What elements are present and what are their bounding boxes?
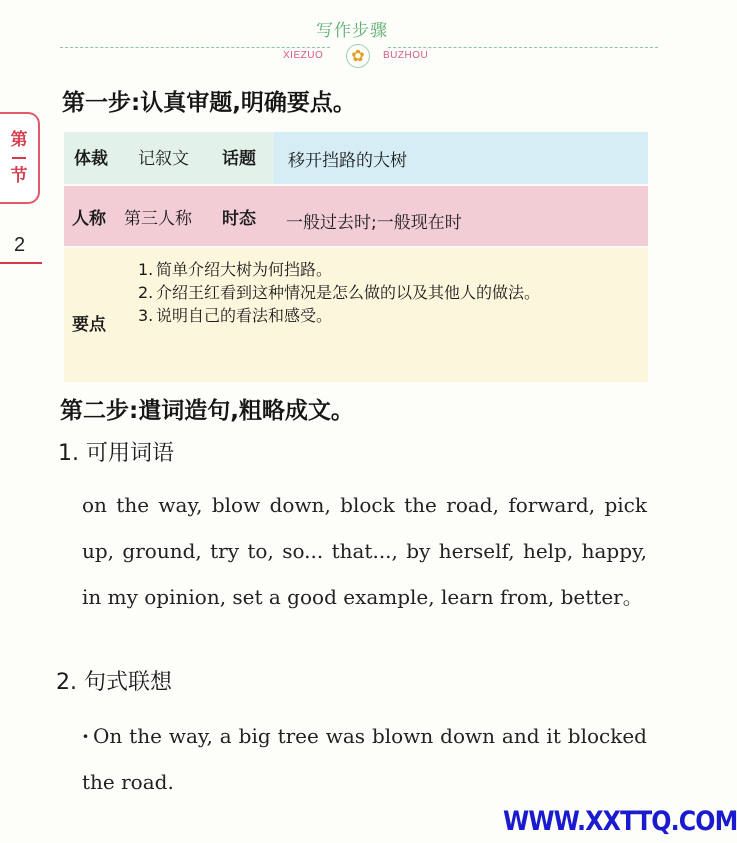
- bullet-icon: ·: [82, 724, 89, 748]
- step2-title: 第二步:遣词造句,粗略成文。: [60, 398, 354, 424]
- header-divider-left: [60, 47, 330, 48]
- list-item: [138, 304, 648, 327]
- table-row-points: [64, 248, 648, 382]
- point-number: 2.: [138, 283, 154, 302]
- point-number: 3.: [138, 306, 154, 325]
- point-text: 说明自己的看法和感受。: [156, 306, 333, 325]
- flower-icon: ✿: [346, 44, 370, 68]
- page-number: 2: [14, 234, 26, 256]
- list-item: [138, 258, 648, 281]
- vocab-paragraph: on the way, blow down, block the road, forward, pick up, ground, try to, so... that..., by herself, help, happy, in my opinion, set a good example, learn from, better。: [82, 493, 647, 609]
- header-title: 写作步骤: [316, 21, 388, 41]
- point-text: 简单介绍大树为何挡路。: [156, 260, 333, 279]
- watermark: WWW.XXTTQ.COM: [503, 806, 737, 837]
- table-row-genre: [64, 132, 648, 184]
- section-tab: [0, 112, 40, 204]
- sentence-text: On the way, a big tree was blown down and it blocked the road.: [82, 724, 647, 794]
- tense-label: 时态: [222, 209, 256, 229]
- person-value: 第三人称: [124, 209, 192, 229]
- genre-value: 记叙文: [138, 149, 189, 169]
- topic-label: 话题: [222, 149, 256, 169]
- section-tab-bottom: 节: [10, 166, 28, 186]
- genre-label: 体裁: [74, 149, 108, 169]
- list-item: [138, 281, 648, 304]
- points-list: [138, 258, 648, 327]
- sentence-paragraph: [82, 713, 647, 805]
- tense-value: 一般过去时;一般现在时: [286, 213, 462, 233]
- point-number: 1.: [138, 260, 154, 279]
- points-label: 要点: [72, 315, 106, 335]
- page-number-underline: [0, 262, 42, 264]
- header-sub-right: BUZHOU: [383, 50, 429, 61]
- table-row-person: [64, 186, 648, 246]
- point-text: 介绍王红看到这种情况是怎么做的以及其他人的做法。: [156, 283, 541, 302]
- person-label: 人称: [72, 209, 106, 229]
- vocab-section-title: 1. 可用词语: [58, 441, 174, 466]
- step1-title: 第一步:认真审题,明确要点。: [62, 90, 356, 116]
- header-sub-left: XIEZUO: [283, 50, 324, 61]
- section-tab-top: 第: [10, 130, 28, 150]
- header-divider-right: [388, 47, 658, 48]
- sentence-section-title: 2. 句式联想: [56, 670, 172, 695]
- topic-value: 移开挡路的大树: [288, 151, 407, 171]
- section-tab-dash: [12, 157, 26, 159]
